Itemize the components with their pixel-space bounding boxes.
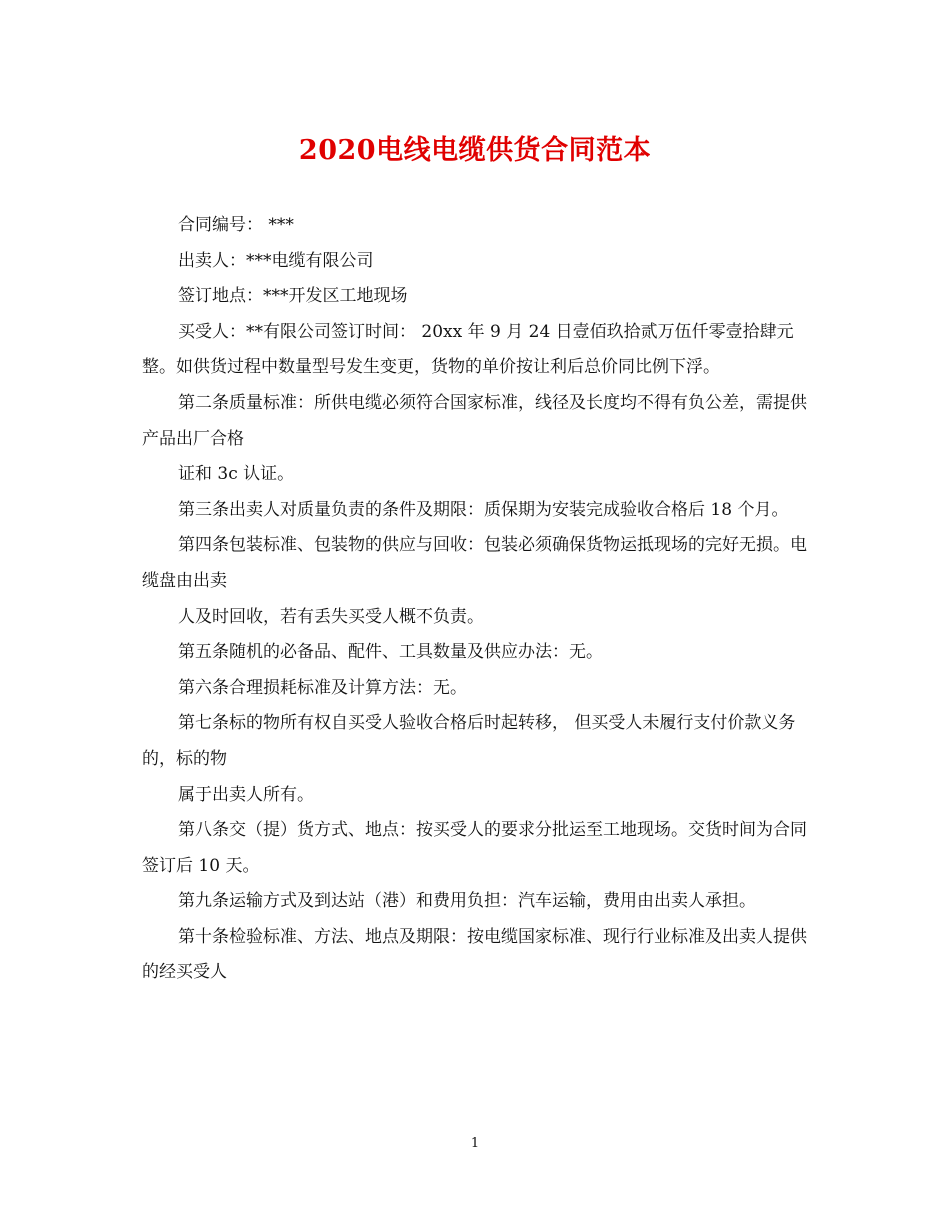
document-title: 2020电线电缆供货合同范本 — [298, 135, 652, 166]
paragraph-article-3: 第三条出卖人对质量负责的条件及期限：质保期为安装完成验收合格后 18 个月。 — [178, 499, 789, 520]
paragraph-article-6: 第六条合理损耗标准及计算方法：无。 — [178, 677, 467, 698]
paragraph-article-7-cont: 属于出卖人所有。 — [178, 784, 314, 805]
paragraph-signing-place: 签订地点：***开发区工地现场 — [178, 286, 408, 307]
paragraph-article-4: 第四条包装标准、包装物的供应与回收：包装必须确保货物运抵现场的完好无损。电缆盘由出卖 — [142, 535, 807, 591]
paragraph-buyer: 买受人：**有限公司签订时间： 20xx 年 9 月 24 日壹佰玖拾贰万伍仟零壹拾肆元整。如供货过程中数量型号发生变更，货物的单价按让利后总价同比例下浮。 — [142, 321, 794, 378]
paragraph-contract-number: 合同编号： *** — [178, 215, 294, 235]
page-number: 1 — [470, 1136, 480, 1151]
paragraph-article-2-cont: 证和 3c 认证。 — [178, 464, 295, 485]
paragraph-article-7: 第七条标的物所有权自买受人验收合格后时起转移， 但买受人未履行支付价款义务的，标的物 — [142, 713, 796, 769]
paragraph-seller: 出卖人：***电缆有限公司 — [178, 250, 374, 271]
document-body — [142, 208, 814, 991]
paragraph-article-8: 第八条交（提）货方式、地点：按买受人的要求分批运至工地现场。交货时间为合同签订后 10 天。 — [142, 820, 807, 876]
paragraph-article-5: 第五条随机的必备品、配件、工具数量及供应办法：无。 — [178, 642, 603, 663]
paragraph-article-10: 第十条检验标准、方法、地点及期限：按电缆国家标准、现行行业标准及出卖人提供的经买受人 — [142, 926, 807, 983]
paragraph-article-4-cont: 人及时回收，若有丢失买受人概不负责。 — [178, 606, 484, 627]
paragraph-article-9: 第九条运输方式及到达站（港）和费用负担：汽车运输，费用由出卖人承担。 — [178, 891, 756, 912]
paragraph-article-2: 第二条质量标准：所供电缆必须符合国家标准，线径及长度均不得有负公差，需提供产品出厂合格 — [142, 392, 807, 449]
